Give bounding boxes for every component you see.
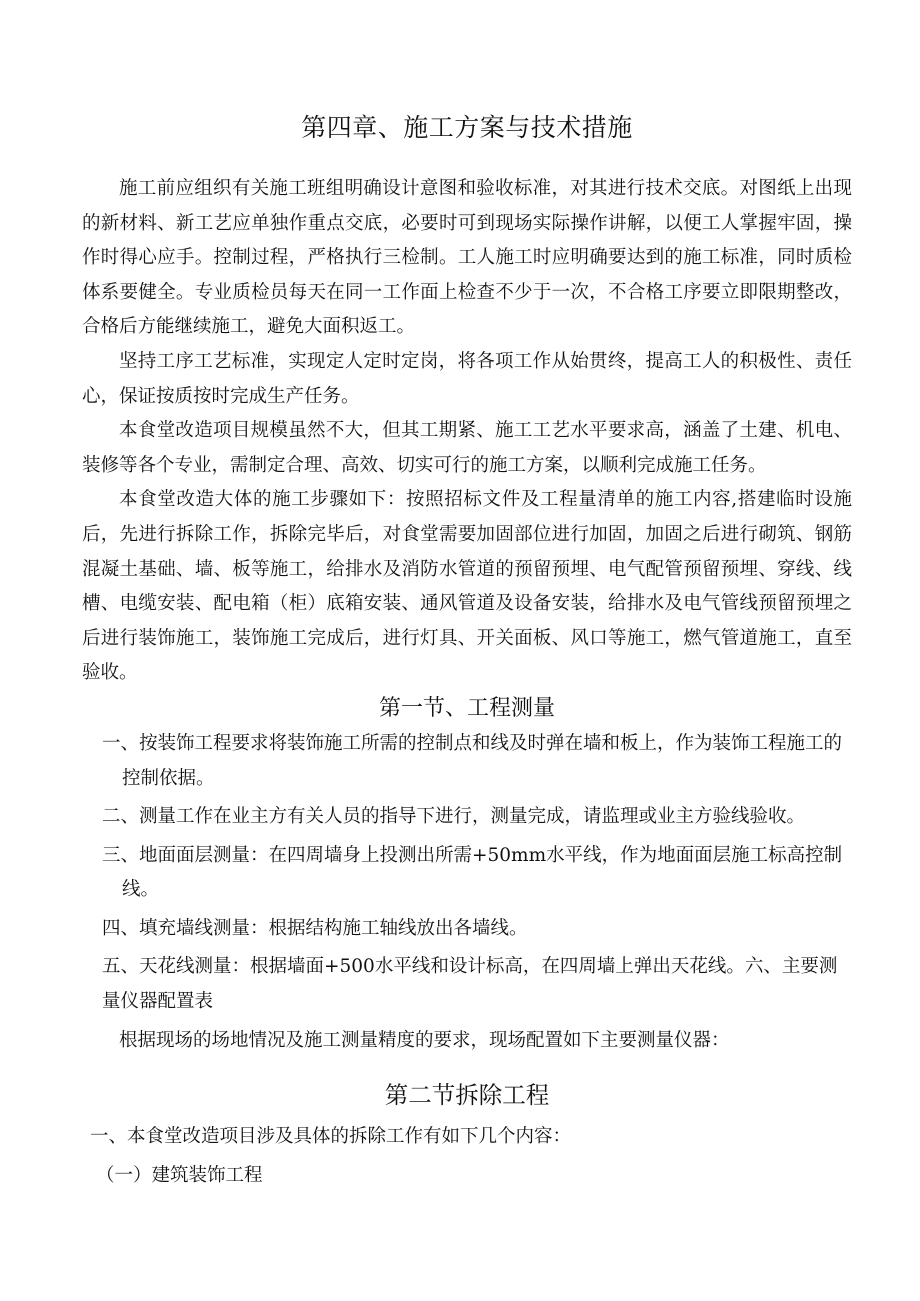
list-item: 二、测量工作在业主方有关人员的指导下进行，测量完成，请监理或业主方验线验收。 <box>102 806 806 828</box>
list-item: （一）建筑装饰工程 <box>96 1164 263 1186</box>
section-title-demolition: 第二节拆除工程 <box>384 1081 550 1110</box>
document-page <box>82 108 852 1197</box>
paragraph-project-overview: 本食堂改造项目规模虽然不大，但其工期紧、施工工艺水平要求高，涵盖了土建、机电、装修等各个专业，需制定合理、高效、切实可行的施工方案，以顺利完成施工任务。 <box>82 420 852 476</box>
surveying-list <box>82 727 852 1020</box>
paragraph-surveying-instruments: 根据现场的场地情况及施工测量精度的要求，现场配置如下主要测量仪器： <box>119 1029 730 1051</box>
list-item: 五、天花线测量：根据墙面+500水平线和设计标高，在四周墙上弹出天花线。六、主要测量仪器配置表 <box>102 956 838 1013</box>
list-item: 三、地面面层测量：在四周墙身上投测出所需+50mm水平线，作为地面面层施工标高控制线。 <box>102 844 843 901</box>
paragraph-construction-steps: 本食堂改造大体的施工步骤如下：按照招标文件及工程量清单的施工内容,搭建临时设施后，先进行拆除工作，拆除完毕后，对食堂需要加固部位进行加固，加固之后进行砌筑、钢筋混凝土基础、墙、板等施工，给排水及消防水管道的预留预埋、电气配管预留预埋、穿线、线槽、电缆安装、配电箱（柜）底箱安装、通风管道及设备安装，给排水及电气管线预留预埋之后进行装饰施工，装饰施工完成后，进行灯具、开关面板、风口等施工，燃气管道施工，直至验收。 <box>82 489 852 684</box>
chapter-title: 第四章、施工方案与技术措施 <box>301 113 633 142</box>
list-item: 四、填充墙线测量：根据结构施工轴线放出各墙线。 <box>102 917 528 939</box>
list-item: 一、本食堂改造项目涉及具体的拆除工作有如下几个内容： <box>90 1126 572 1148</box>
demolition-list <box>82 1120 852 1193</box>
list-item: 一、按装饰工程要求将装饰施工所需的控制点和线及时弹在墙和板上，作为装饰工程施工的控制依据。 <box>102 732 843 789</box>
paragraph-construction-briefing: 施工前应组织有关施工班组明确设计意图和验收标准，对其进行技术交底。对图纸上出现的新材料、新工艺应单独作重点交底，必要时可到现场实际操作讲解，以便工人掌握牢固，操作时得心应手。控制过程，严格执行三检制。工人施工时应明确要达到的施工标准，同时质检体系要健全。专业质检员每天在同一工作面上检查不少于一次，不合格工序要立即限期整改，合格后方能继续施工，避免大面积返工。 <box>82 178 852 338</box>
section-title-surveying: 第一节、工程测量 <box>378 695 555 721</box>
paragraph-process-standard: 坚持工序工艺标准，实现定人定时定岗，将各项工作从始贯终，提高工人的积极性、责任心，保证按质按时完成生产任务。 <box>82 350 852 407</box>
